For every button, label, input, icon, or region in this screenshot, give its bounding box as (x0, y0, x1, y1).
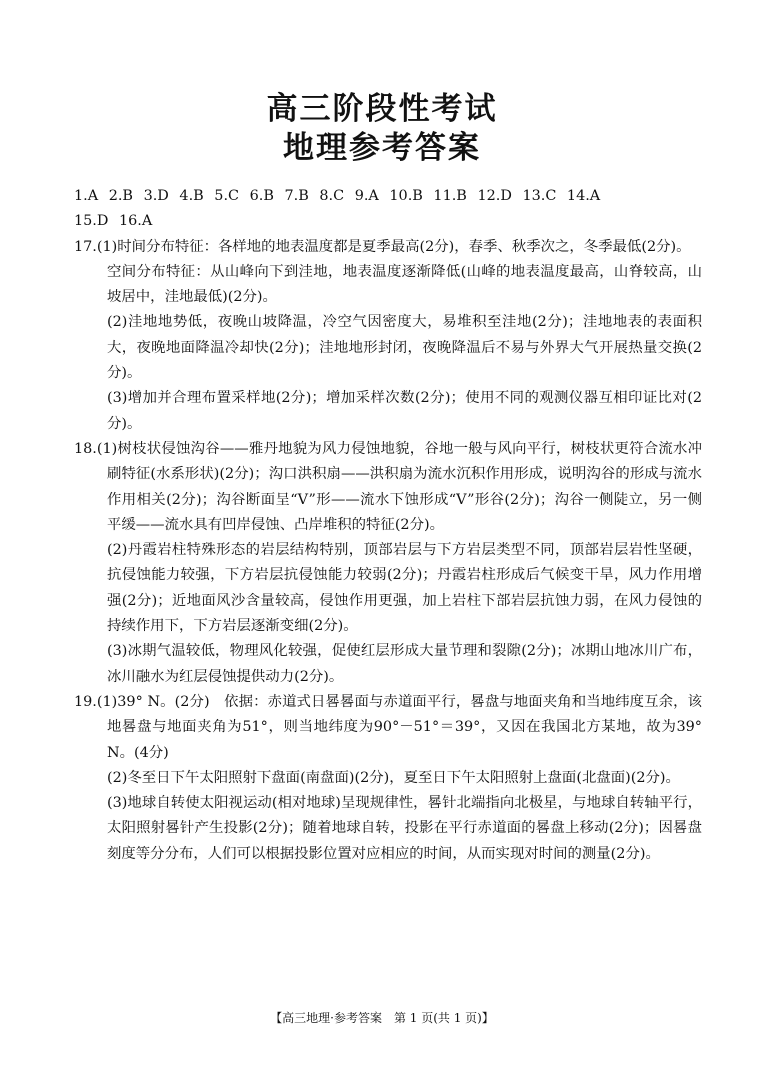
choice-answers-line-1: 1.A 2.B 3.D 4.B 5.C 6.B 7.B 8.C 9.A 10.B 11.B 12.D 13.C 14.A (74, 188, 601, 204)
choice-answers-line-2: 15.D 16.A (74, 213, 153, 230)
q19-part1: 19.(1)39° N。(2分) 依据：赤道式日晷晷面与赤道面平行，晷盘与地面夹角和当地纬度互余，该地晷盘与地面夹角为51°，则当地纬度为90°－51°＝39°，又因在我国北方某地，故为39° N。(4分) (74, 693, 702, 761)
q18-part3: (3)冰期气温较低，物理风化较强，促使红层形成大量节理和裂隙(2分)；冰期山地冰川广布，冰川融水为红层侵蚀提供动力(2分)。 (107, 643, 702, 685)
q17-spatial: 空间分布特征：从山峰向下到洼地，地表温度逐渐降低(山峰的地表温度最高，山脊较高，山坡居中，洼地最低)(2分)。 (107, 263, 702, 306)
q17-part2: (2)洼地地势低，夜晚山坡降温，冷空气因密度大，易堆积至洼地(2分)；洼地地表的表面积大，夜晚地面降温冷却快(2分)；洼地地形封闭，夜晚降温后不易与外界大气开展热量交换(2分)。 (107, 314, 702, 382)
answer-key-title: 地理参考答案 (283, 130, 481, 166)
q19-part3: (3)地球自转使太阳视运动(相对地球)呈现规律性，晷针北端指向北极星，与地球自转轴平行，太阳照射晷针产生投影(2分)；随着地球自转，投影在平行赤道面的晷盘上移动(2分)；因晷盘刻度等分分布，人们可以根据投影位置对应相应的时间，从而实现对时间的测量(2分)。 (107, 795, 702, 862)
page-footer: 【高三地理·参考答案 第 1 页(共 1 页)】 (270, 1011, 494, 1025)
q17-part1: 17.(1)时间分布特征：各样地的地表温度都是夏季最高(2分)，春季、秋季次之，冬季最低(2分)。 (74, 238, 691, 255)
answer-body (74, 184, 702, 867)
q18-part2: (2)丹霞岩柱特殊形态的岩层结构特别，顶部岩层与下方岩层类型不同，顶部岩层岩性坚硬，抗侵蚀能力较强，下方岩层抗侵蚀能力较弱(2分)；丹霞岩柱形成后气候变干旱，风力作用增强(2分)；近地面风沙含量较高，侵蚀作用更强，加上岩柱下部岩层抗蚀力弱，在风力侵蚀的持续作用下，下方岩层逐渐变细(2分)。 (107, 542, 702, 635)
q17-part3: (3)增加并合理布置采样地(2分)；增加采样次数(2分)；使用不同的观测仪器互相印证比对(2分)。 (107, 390, 702, 432)
exam-title: 高三阶段性考试 (266, 91, 498, 127)
q19-part2: (2)冬至日下午太阳照射下盘面(南盘面)(2分)，夏至日下午太阳照射上盘面(北盘面)(2分)。 (107, 769, 680, 786)
q18-part1: 18.(1)树枝状侵蚀沟谷——雅丹地貌为风力侵蚀地貌，谷地一般与风向平行，树枝状更符合流水冲刷特征(水系形状)(2分)；沟口洪积扇——洪积扇为流水沉积作用形成，说明沟谷的形成与流水作用相关(2分)；沟谷断面呈“V”形——流水下蚀形成“V”形谷(2分)；沟谷一侧陡立，另一侧平缓——流水具有凹岸侵蚀、凸岸堆积的特征(2分)。 (74, 440, 702, 533)
